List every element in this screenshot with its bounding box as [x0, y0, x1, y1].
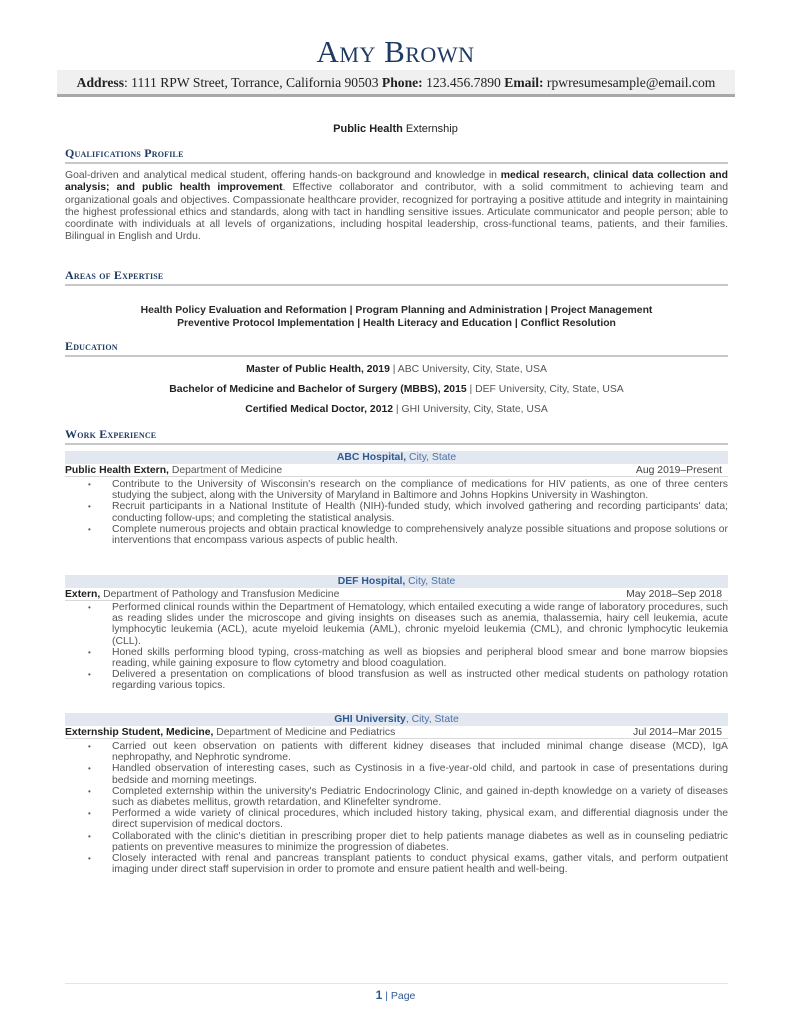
section-heading-education: Education [65, 339, 728, 357]
job-title: Public Health Extern, [65, 465, 169, 476]
bullet-item: • Collaborated with the clinic's dietitian in prescribing proper diet to help patients manage diabetes as well as in counseling pediatric patients on preventive measures to minimize the progression of diabetes. [88, 831, 728, 853]
role-row [65, 464, 728, 477]
role-row [65, 726, 728, 739]
role-row [65, 588, 728, 601]
email-value: rpwresumesample@email.com [543, 75, 716, 90]
section-heading-expertise: Areas of Expertise [65, 268, 728, 286]
education-entry [65, 403, 728, 416]
target-position-rest: Externship [402, 123, 458, 135]
expertise-list [65, 304, 728, 330]
job-bullets [88, 602, 728, 692]
employer-location: , City, State [405, 714, 459, 725]
job-department: Department of Pathology and Transfusion Medicine [100, 589, 340, 600]
degree: Bachelor of Medicine and Bachelor of Surgery (MBBS), 2015 [169, 384, 467, 395]
school: | ABC University, City, State, USA [389, 364, 547, 375]
bullet-item: • Recruit participants in a National Institute of Health (NIH)-funded study, which involved gathering and recording participants' data; conducting follow-ups; and completing the statistical analysis. [88, 501, 728, 523]
email-label: Email: [504, 75, 544, 90]
expertise-line-1: Health Policy Evaluation and Reformation | Program Planning and Administration | Project Management [140, 305, 653, 316]
address-label: Address [76, 75, 124, 90]
school: | GHI University, City, State, USA [393, 404, 548, 415]
bullet-item: • Performed a wide variety of clinical procedures, which included history taking, physical exam, and differential diagnosis under the direct supervision of medical doctors. [88, 808, 728, 830]
job-dates: Aug 2019–Present [635, 465, 722, 476]
section-heading-qualifications: Qualifications Profile [65, 146, 728, 164]
degree: Master of Public Health, 2019 [246, 364, 390, 375]
employer-location: City, State [406, 452, 457, 463]
employer-bar [65, 451, 728, 464]
phone-label: Phone: [381, 75, 423, 90]
employer-name: DEF Hospital, [337, 576, 406, 587]
school: | DEF University, City, State, USA [466, 384, 624, 395]
profile-text-2: . Effective collaborator and contributor, with a solid commitment to achieving team and organizational goals and objectives. Compassionate healthcare provider, recognized for portraying a positive attitude and integrity in maintaining the highest professional ethics and standards, along with tact in handling sensitive issues. Articulate communicator and people person; able to coordinate with individuals at all levels of organizations, including hospital leadership, cross-functional teams, patients, and their families. Bilingual in English and Urdu. [65, 182, 728, 243]
employer-location: City, State [405, 576, 456, 587]
expertise-line-2: Preventive Protocol Implementation | Health Literacy and Education | Conflict Resolution [177, 318, 616, 329]
profile-text-bold: medical research, clinical data collection and analysis; and public health improvement [65, 170, 728, 194]
job-title: Extern, [65, 589, 101, 600]
page-number-label: | Page [382, 990, 416, 1002]
address-value: : 1111 RPW Street, Torrance, California 90503 [123, 75, 382, 90]
bullet-item: • Contribute to the University of Wisconsin's research on the compliance of medications for HIV patients, as one of three centers studying the subject, along with the University of Maryland in Baltimore and Johns Hopkins University in Washington. [88, 479, 728, 501]
bullet-item: • Complete numerous projects and obtain practical knowledge to comprehensively analyze possible situations and propose solutions or interventions that encompass various aspects of public health. [88, 524, 728, 546]
bullet-item: • Closely interacted with renal and pancreas transplant patients to conduct physical exams, gather vitals, and perform outpatient imaging under direct staff supervision in order to promote and ensure patient health and well-being. [88, 853, 728, 875]
qualifications-profile-text [65, 170, 728, 244]
education-entry [65, 383, 728, 396]
employer-name: GHI University [334, 714, 406, 725]
bullet-item: • Delivered a presentation on complications of blood transfusion as well as instructed other medical students on pathology rotation regarding various topics. [88, 669, 728, 691]
footer-divider [65, 983, 728, 984]
job-department: Department of Medicine [168, 465, 283, 476]
job-bullets [88, 741, 728, 875]
employer-bar [65, 575, 728, 588]
job-dates: Jul 2014–Mar 2015 [633, 727, 722, 738]
page-number-value: 1 [375, 988, 383, 1002]
target-position-bold: Public Health [333, 123, 403, 135]
phone-value: 123.456.7890 [422, 75, 505, 90]
bullet-item: • Honed skills performing blood typing, cross-matching as well as biopsies and peripheral blood smear and bone marrow biopsies reading, while gaining exposure to flow cytometry and blood coagulation. [88, 647, 728, 669]
job-department: Department of Medicine and Pediatrics [213, 727, 396, 738]
job-bullets [88, 479, 728, 546]
employer-bar [65, 713, 728, 726]
job-title: Externship Student, Medicine, [65, 727, 214, 738]
bullet-item: • Handled observation of interesting cases, such as Cystinosis in a five-year-old child, and partook in case of presentations during bedside and morning meetings. [88, 763, 728, 785]
contact-bar [57, 70, 735, 97]
page-number [0, 988, 791, 1002]
employer-name: ABC Hospital, [336, 452, 407, 463]
education-entry [65, 363, 728, 376]
job-dates: May 2018–Sep 2018 [626, 589, 722, 600]
bullet-item: • Performed clinical rounds within the Department of Hematology, which entailed executing a wide range of laboratory procedures, such as reading slides under the microscope and giving insights on diseases such as anemia, thalassemia, hairy cell leukemia, acute lymphocytic leukemia (ACL), acute myeloid leukemia (AML), chronic myeloid leukemia (CML), and chronic lymphocytic leukemia (CLL). [88, 602, 728, 647]
bullet-item: • Carried out keen observation on patients with different kidney diseases that included minimal change disease (MCD), IgA nephropathy, and Nephrotic syndrome. [88, 741, 728, 763]
target-position [0, 123, 791, 135]
profile-text-1: Goal-driven and analytical medical student, offering hands-on background and knowledge in [65, 170, 501, 181]
section-heading-experience: Work Experience [65, 427, 728, 445]
candidate-name: Amy Brown [316, 34, 475, 69]
bullet-item: • Completed externship within the university's Pediatric Endocrinology Clinic, and gained in-depth knowledge on a variety of diseases such as diabetes mellitus, growth retardation, and Klinefelter syndrome. [88, 786, 728, 808]
degree: Certified Medical Doctor, 2012 [245, 404, 394, 415]
